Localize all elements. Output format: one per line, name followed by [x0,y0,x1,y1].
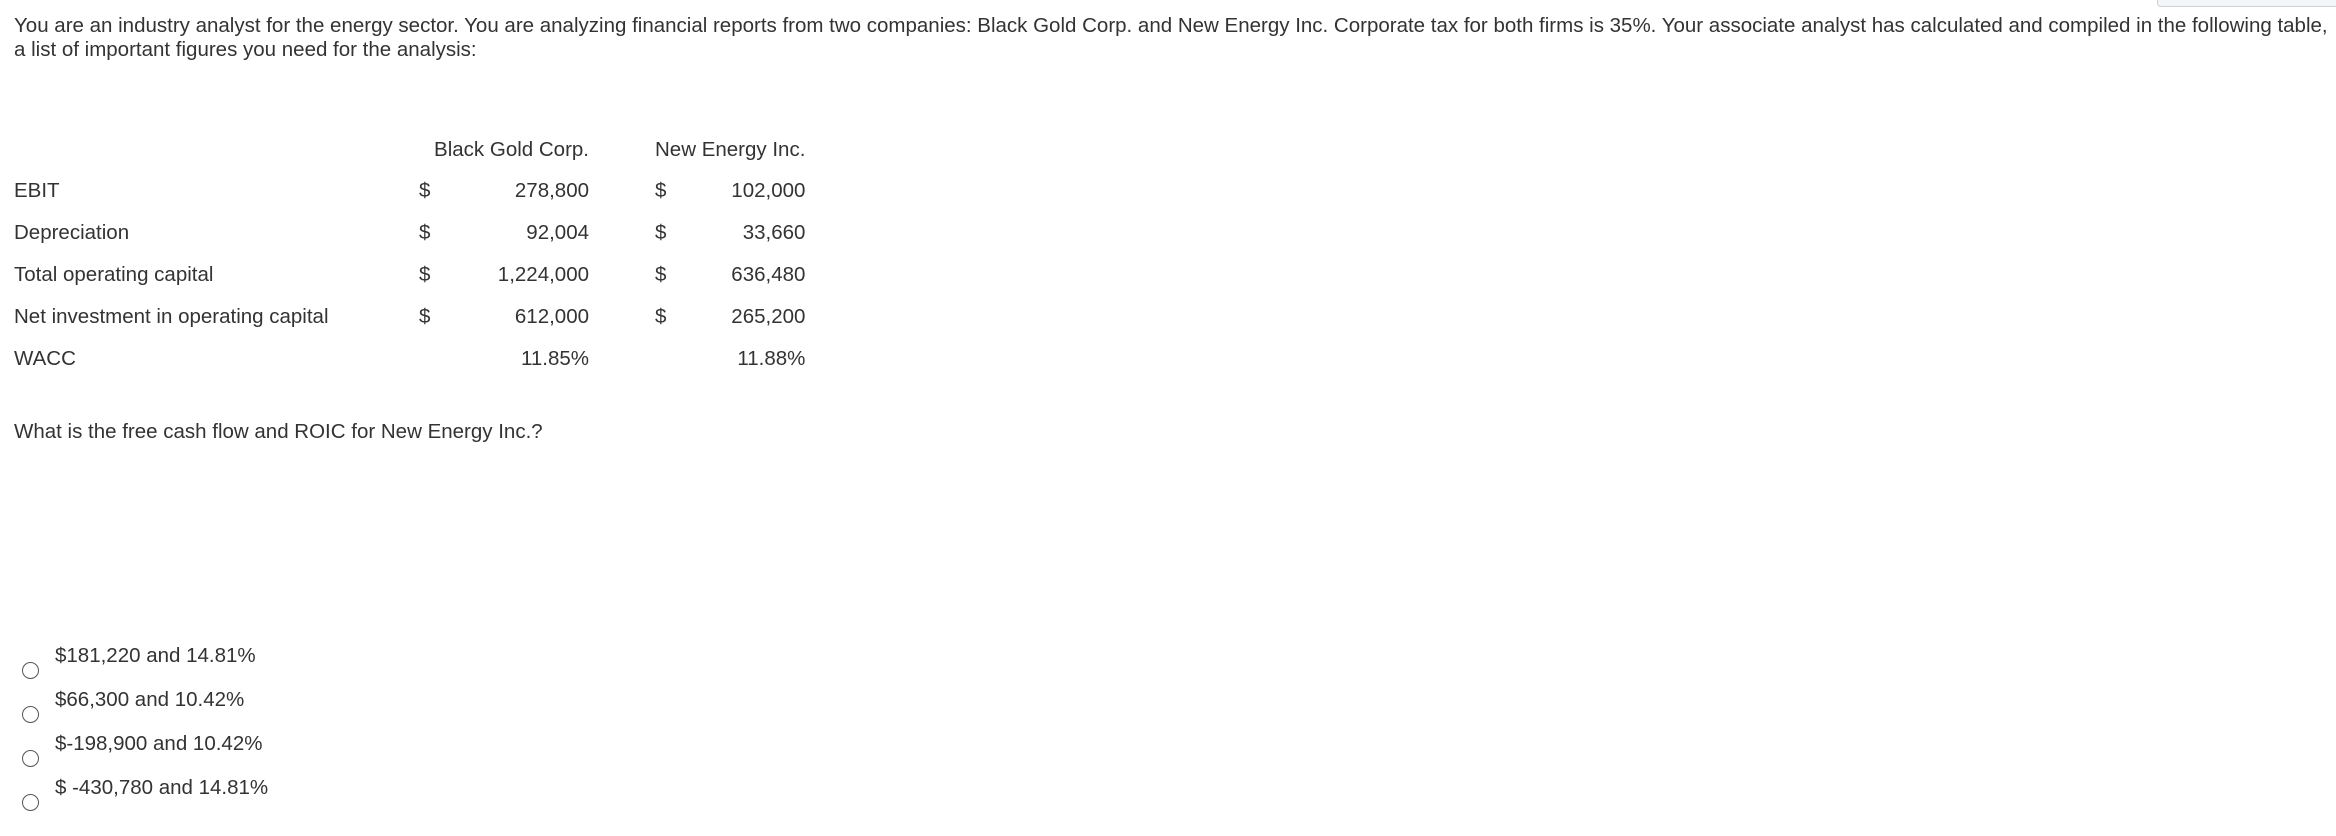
currency-symbol: $ [419,179,431,202]
col-gap [589,170,655,212]
black-gold-value: 612,000 [514,305,589,328]
black-gold-value: 92,004 [526,221,589,244]
col-gap [589,296,655,338]
radio-button[interactable] [22,750,39,767]
table-row [14,254,805,296]
currency-symbol: $ [655,263,667,286]
table-row [14,170,805,212]
new-energy-value: 102,000 [731,179,806,202]
table-row [14,212,805,254]
col-gap [589,338,655,380]
black-gold-value: 11.85% [520,347,589,370]
currency-symbol: $ [419,263,431,286]
figures-table [14,130,805,380]
top-right-tab[interactable] [2157,0,2336,7]
option-label[interactable]: $ -430,780 and 14.81% [55,776,269,799]
table-row [14,338,805,380]
currency-symbol: $ [655,305,667,328]
question-prompt: What is the free cash flow and ROIC for New Energy Inc.? [14,420,543,443]
new-energy-value: 265,200 [731,305,806,328]
new-energy-value: 11.88% [737,347,806,370]
row-label: EBIT [14,179,60,202]
header-new-energy: New Energy Inc. [655,138,806,161]
row-label: Total operating capital [14,263,214,286]
option-label[interactable]: $181,220 and 14.81% [55,644,256,667]
currency-symbol [419,338,467,380]
header-black-gold: Black Gold Corp. [434,138,589,161]
header-gap [589,130,655,170]
radio-button[interactable] [22,794,39,811]
option-label[interactable]: $-198,900 and 10.42% [55,732,263,755]
option-label[interactable]: $66,300 and 10.42% [55,688,245,711]
row-label: Net investment in operating capital [14,305,329,328]
radio-button[interactable] [22,706,39,723]
currency-symbol: $ [419,305,431,328]
radio-button[interactable] [22,662,39,679]
black-gold-value: 278,800 [514,179,589,202]
table-row [14,296,805,338]
col-gap [589,212,655,254]
currency-symbol: $ [655,221,667,244]
black-gold-value: 1,224,000 [497,263,589,286]
new-energy-value: 636,480 [731,263,806,286]
new-energy-value: 33,660 [742,221,806,244]
table-header-row [14,130,805,170]
currency-symbol [655,338,703,380]
col-gap [589,254,655,296]
table-header-blank [14,130,419,170]
question-intro: You are an industry analyst for the energy sector. You are analyzing financial reports from two companies: Black Gold Corp. and New Energy Inc. Corporate tax for both firms is 35%. Your associate analyst has calculated and compiled in the following table, a list of important figures you need for the analysis: [14,14,2328,61]
currency-symbol: $ [419,221,431,244]
currency-symbol: $ [655,179,667,202]
row-label: WACC [14,347,76,370]
row-label: Depreciation [14,221,130,244]
